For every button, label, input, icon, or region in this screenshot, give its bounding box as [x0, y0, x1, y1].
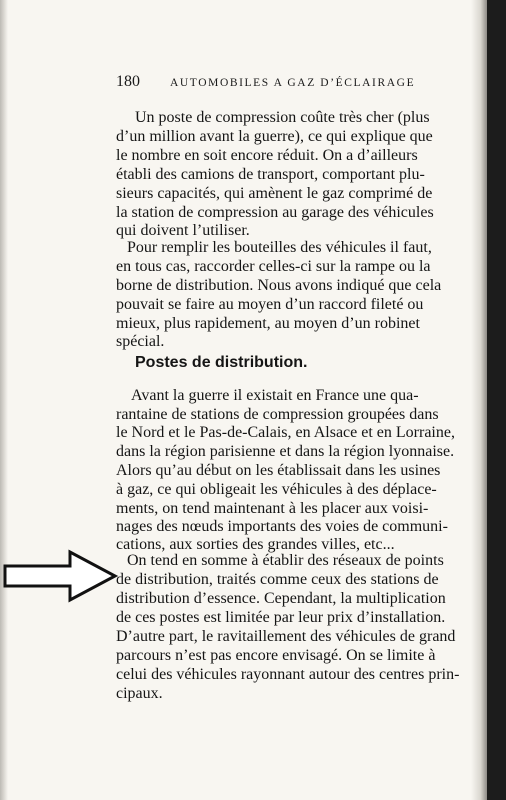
- text-line: le Nord et le Pas-de-Calais, en Alsace et en Lorraine,: [116, 424, 455, 441]
- text-line: mieux, plus rapidement, au moyen d’un robinet: [116, 315, 420, 332]
- text-line: celui des véhicules rayonnant autour des centres prin-: [116, 666, 460, 683]
- text-line: le nombre en soit encore réduit. On a d’ailleurs: [116, 147, 418, 164]
- text-line: la station de compression au garage des véhicules: [116, 204, 434, 221]
- text-line: Avant la guerre il existait en France une qua-: [131, 387, 419, 404]
- text-line: dans la région parisienne et dans la région lyonnaise.: [116, 443, 455, 460]
- text-line: d’un million avant la guerre), ce qui explique que: [116, 128, 433, 145]
- text-line: Alors qu’au début on les établissait dans les usines: [116, 462, 441, 479]
- text-line: ments, on tend maintenant à les placer aux voisi-: [116, 500, 429, 517]
- text-line: cipaux.: [116, 685, 163, 702]
- page-header: [0, 72, 487, 92]
- text-line: borne de distribution. Nous avons indiqué que cela: [116, 277, 442, 294]
- page-edge: [471, 0, 487, 800]
- text-line: cations, aux sorties des grandes villes, etc...: [116, 536, 395, 553]
- text-line: qui doivent l’utiliser.: [116, 222, 250, 239]
- text-line: D’autre part, le ravitaillement des véhicules de grand: [116, 628, 456, 645]
- text-line: rantaine de stations de compression groupées dans: [116, 406, 439, 423]
- text-line: Un poste de compression coûte très cher (plus: [135, 109, 430, 126]
- text-line: nages des nœuds importants des voies de communi-: [116, 518, 448, 535]
- page-gutter-shadow: [0, 0, 8, 800]
- arrow-icon: [2, 549, 120, 603]
- text-line: On tend en somme à établir des réseaux de points: [127, 552, 444, 569]
- text-line: de distribution, traités comme ceux des stations de: [116, 571, 439, 588]
- text-line: sieurs capacités, qui amènent le gaz comprimé de: [116, 185, 433, 202]
- text-line: de ces postes est limitée par leur prix d’installation.: [116, 609, 446, 626]
- text-line: parcours n’est pas encore envisagé. On se limite à: [116, 647, 436, 664]
- text-line: spécial.: [116, 333, 165, 350]
- section-heading: Postes de distribution.: [135, 354, 308, 371]
- text-line: distribution d’essence. Cependant, la multiplication: [116, 590, 446, 607]
- running-head: AUTOMOBILES A GAZ D’ÉCLAIRAGE: [170, 77, 416, 89]
- page-number: 180: [116, 73, 140, 90]
- text-line: établi des camions de transport, comportant plu-: [116, 166, 425, 183]
- text-line: pouvait se faire au moyen d’un raccord fileté ou: [116, 296, 424, 313]
- text-line: Pour remplir les bouteilles des véhicules il faut,: [127, 239, 432, 256]
- text-line: à gaz, ce qui obligeait les véhicules à des déplace-: [116, 481, 437, 498]
- text-line: en tous cas, raccorder celles-ci sur la rampe ou la: [116, 258, 431, 275]
